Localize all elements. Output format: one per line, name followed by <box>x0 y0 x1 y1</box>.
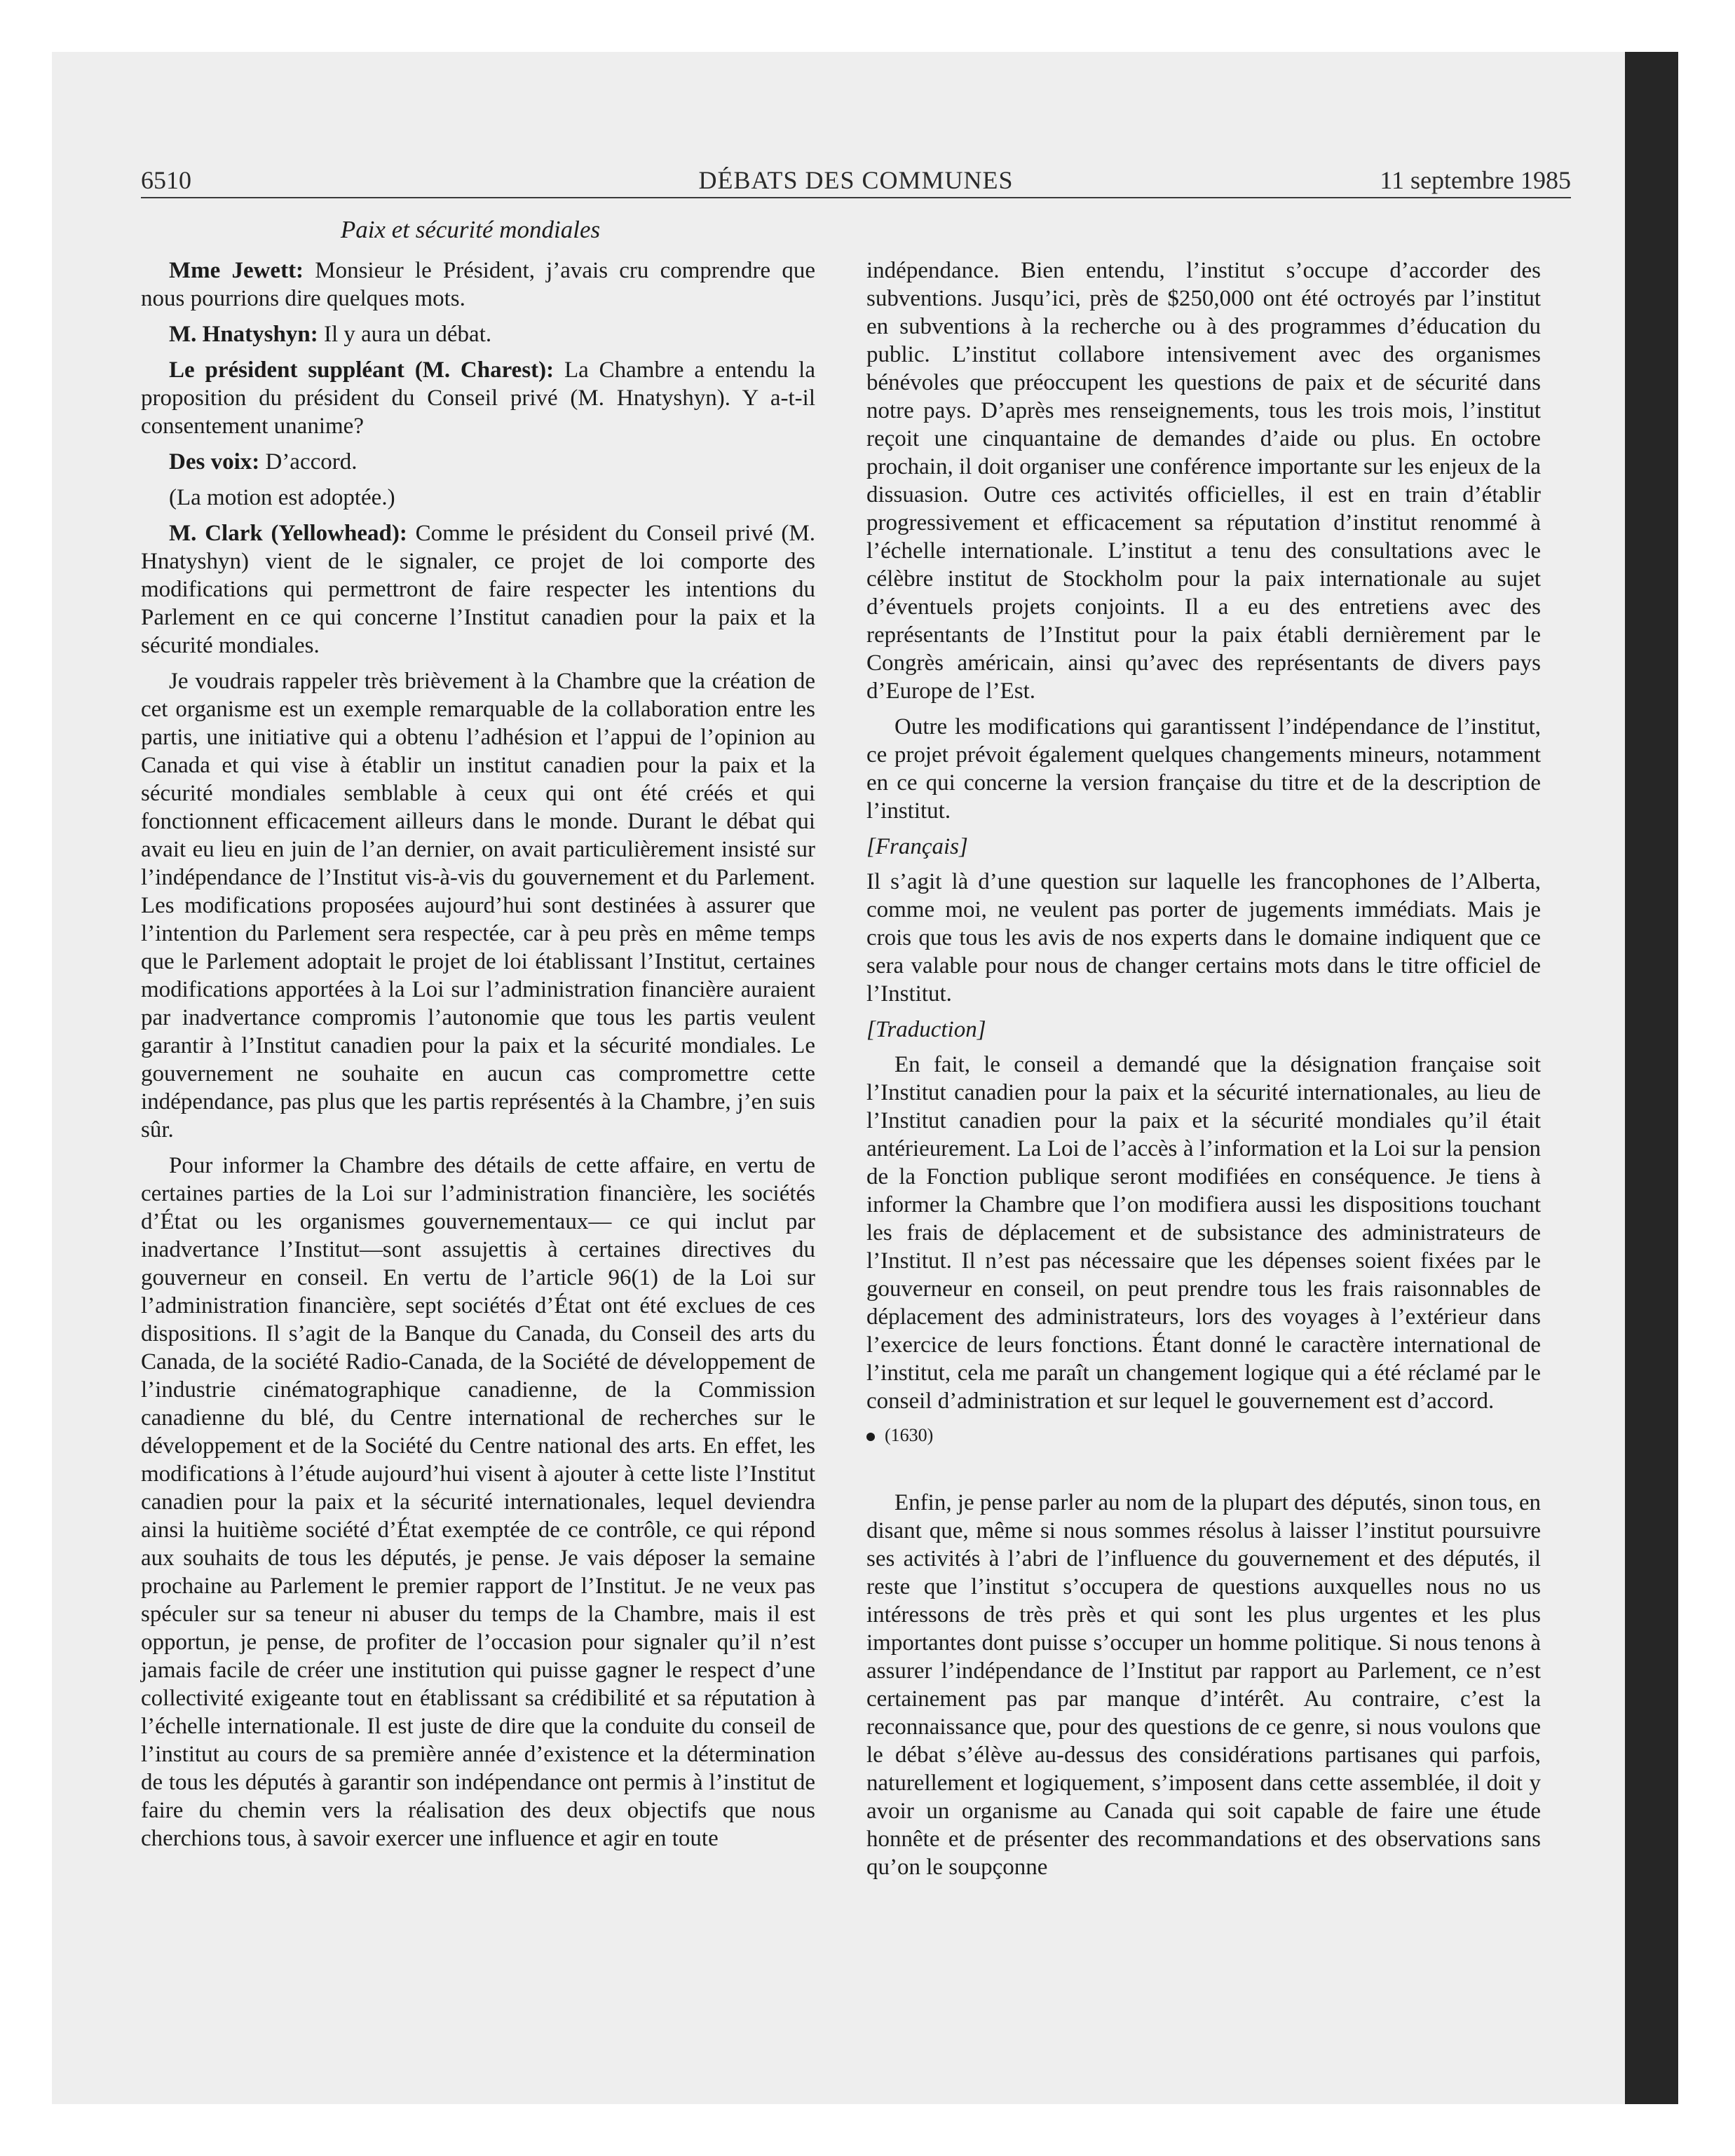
time-stamp: (1630) <box>885 1425 934 1445</box>
paragraph: Pour informer la Chambre des détails de cette affaire, en vertu de certaines parties de la Loi sur l’administration financière, les sociétés d’État ou les organismes gouvernementaux— ce qui inclut par inadvertance l’Institut—sont assujettis à certaines directives du gouverneur en conseil. En vertu de l’article 96(1) de la Loi sur l’administration financière, sept sociétés d’État ont été exclues de ces dispositions. Il s’agit de la Banque du Canada, du Conseil des arts du Canada, de la société Radio-Canada, de la Société de développement de l’industrie cinématographique canadienne, de la Commission canadienne du blé, du Centre international de recherches sur le développement et de la Société du Centre national des arts. En effet, les modifications à l’étude aujourd’hui visent à ajouter à cette liste l’Institut canadien pour la paix et la sécurité internationales, lequel deviendra ainsi la huitième société d’État exemptée de ce contrôle, ce qui répond aux souhaits de tous les députés, je pense. Je vais déposer la semaine prochaine au Parlement le premier rapport de l’Institut. Je ne veux pas spéculer sur sa teneur ni abuser du temps de la Chambre, mais il est opportun, je pense, de profiter de l’occasion pour signaler qu’il n’est jamais facile de créer une institution qui puisse gagner le respect d’une collectivité exigeante tout en établissant sa crédibilité et sa réputation à l’échelle internationale. Il est juste de dire que la conduite du conseil de l’institut au cours de sa première année d’existence et la détermination de tous les députés à garantir son indépendance ont permis à l’institut de faire du chemin vers la réalisation des deux objectifs que nous cherchions tous, à savoir exercer une influence et agir en toute <box>141 1153 815 1851</box>
running-header <box>141 163 1571 198</box>
paragraph: Enfin, je pense parler au nom de la plupart des députés, sinon tous, en disant que, même si nous sommes résolus à laisser l’institut poursuivre ses activités à l’abri de l’influence du gouvernement et des députés, il reste que l’institut s’occupera de questions auxquelles nous no us intéressons de très près et qui sont les plus urgentes et les plus importantes dont puisse s’occuper un homme politique. Si nous tenons à assurer l’indépendance de l’Institut par rapport au Parlement, ce n’est certainement pas par manque d’intérêt. Au contraire, c’est la reconnaissance que, pour des questions de ce genre, si nous voulons que le débat s’élève au-dessus des considérations partisanes qui parfois, naturellement et logiquement, s’imposent dans cette assemblée, il doit y avoir un organisme au Canada qui soit capable de faire une étude honnête et de présenter des recommandations et des observations sans qu’on le soupçonne <box>866 1490 1541 1880</box>
speaker-name: Mme Jewett: <box>169 258 304 283</box>
procedural-note: (La motion est adoptée.) <box>169 485 395 510</box>
speaker-name: Le président suppléant (M. Charest): <box>169 357 554 383</box>
page-number: 6510 <box>141 166 191 194</box>
language-marker: [Traduction] <box>866 1017 986 1042</box>
right-column <box>866 257 1541 1889</box>
section-title: Paix et sécurité mondiales <box>340 216 601 243</box>
speech-text: D’accord. <box>259 449 358 475</box>
paragraph: Je voudrais rappeler très brièvement à la Chambre que la création de cet organisme est un exemple remarquable de la collaboration entre les partis, une initiative qui a obtenu l’adhésion et l’appui de l’opinion au Canada et qui vise à établir un institut canadien pour la paix et la sécurité mondiales semblable à ceux qui ont été créés et qui fonctionnent efficacement ailleurs dans le monde. Durant le débat qui avait eu lieu en juin de l’an dernier, on avait particulièrement insisté sur l’indépendance de l’Institut vis-à-vis du gouvernement et du Parlement. Les modifications proposées aujourd’hui sont destinées à assurer que l’intention du Parlement sera respectée, car à peu près en même temps que le Parlement adoptait le projet de loi établissant l’Institut, certaines modifications apportées à la Loi sur l’administration financière auraient par inadvertance compromis l’autonomie que tous les partis veulent garantir à l’Institut canadien pour la paix et la sécurité mondiales. Le gouvernement ne souhaite en aucun cas compromettre cette indépendance, pas plus que les partis représentés à la Chambre, j’en suis sûr. <box>141 669 815 1142</box>
speaker-name: M. Clark (Yellowhead): <box>169 521 407 546</box>
speech-text: Il y aura un débat. <box>318 322 492 347</box>
paragraph <box>141 356 815 440</box>
bullet-icon <box>866 1433 875 1441</box>
language-marker: [Français] <box>866 834 968 859</box>
scan-edge-bar <box>1625 52 1678 2104</box>
speech-text: La Chambre a entendu la proposition du président du Conseil privé (M. Hnatyshyn). Y a-t-il consentement unanime? <box>141 357 815 439</box>
paragraph: En fait, le conseil a demandé que la désignation française soit l’Institut canadien pour la paix et la sécurité internationales, au lieu de l’Institut canadien pour la paix et la sécurité mondiales qu’il était antérieurement. La Loi de l’accès à l’information et la Loi sur la pension de la Fonction publique seront modifiées en conséquence. Je tiens à informer la Chambre que l’on modifiera aussi les dispositions touchant les frais de déplacement et de subsistance des administrateurs de l’Institut. Il n’est pas nécessaire que les dépenses soient fixées par le gouverneur en conseil, on peut prendre tous les frais raisonnables de déplacement des administrateurs, lors des voyages à l’extérieur dans l’exercice de leurs fonctions. Étant donné le caractère international de l’institut, cela me paraît un changement logique qui a été réclamé par le conseil d’administration et sur lequel le gouvernement est d’accord. <box>866 1052 1541 1414</box>
paragraph-continued: indépendance. Bien entendu, l’institut s’occupe d’accorder des subventions. Jusqu’ici, près de $250,000 ont été octroyés par l’institut en subventions à la recherche ou à des programmes d’éducation du public. L’institut collabore intensivement avec des organismes bénévoles que préoccupent les questions de paix et de sécurité dans notre pays. D’après mes renseignements, tous les trois mois, l’institut reçoit une cinquantaine de demandes d’aide ou plus. En octobre prochain, il doit organiser une conférence importante sur les enjeux de la dissuasion. Outre ces activités officielles, il est en train d’établir progressivement et efficacement sa réputation d’institut renommé à l’échelle internationale. L’institut a tenu des consultations avec le célèbre institut de Stockholm pour la paix internationale au sujet d’éventuels projets conjoints. Il a eu des entretiens avec des représentants de l’Institut pour la paix établi dernièrement par le Congrès américain, ainsi qu’avec des représentants de divers pays d’Europe de l’Est. <box>866 258 1541 704</box>
speaker-name: Des voix: <box>169 449 260 475</box>
paragraph <box>141 257 815 313</box>
paragraph: Il s’agit là d’une question sur laquelle les francophones de l’Alberta, comme moi, ne veulent pas porter de jugements immédiats. Mais je crois que tous les avis de nos experts dans le domaine indiquent que ce sera valable pour nous de changer certains mots dans le titre officiel de l’Institut. <box>866 869 1541 1007</box>
publication-title: DÉBATS DES COMMUNES <box>698 166 1014 194</box>
speaker-name: M. Hnatyshyn: <box>169 322 318 347</box>
paragraph: Outre les modifications qui garantissent l’indépendance de l’institut, ce projet prévoit également quelques changements mineurs, notamment en ce qui concerne la version française du titre et de la description de l’institut. <box>866 714 1541 824</box>
paragraph <box>141 519 815 660</box>
speech-text: Comme le président du Conseil privé (M. Hnatyshyn) vient de le signaler, ce projet de loi comporte des modifications qui permettront de faire respecter les intentions du Parlement en ce qui concerne l’Institut canadien pour la paix et la sécurité mondiales. <box>141 521 815 658</box>
paragraph <box>141 448 815 476</box>
paragraph <box>141 320 815 348</box>
issue-date: 11 septembre 1985 <box>1380 166 1571 194</box>
speech-text: Monsieur le Président, j’avais cru comprendre que nous pourrions dire quelques mots. <box>141 258 815 311</box>
time-marker <box>866 1423 1541 1448</box>
header-rule <box>141 197 1571 198</box>
left-column <box>141 257 815 1860</box>
